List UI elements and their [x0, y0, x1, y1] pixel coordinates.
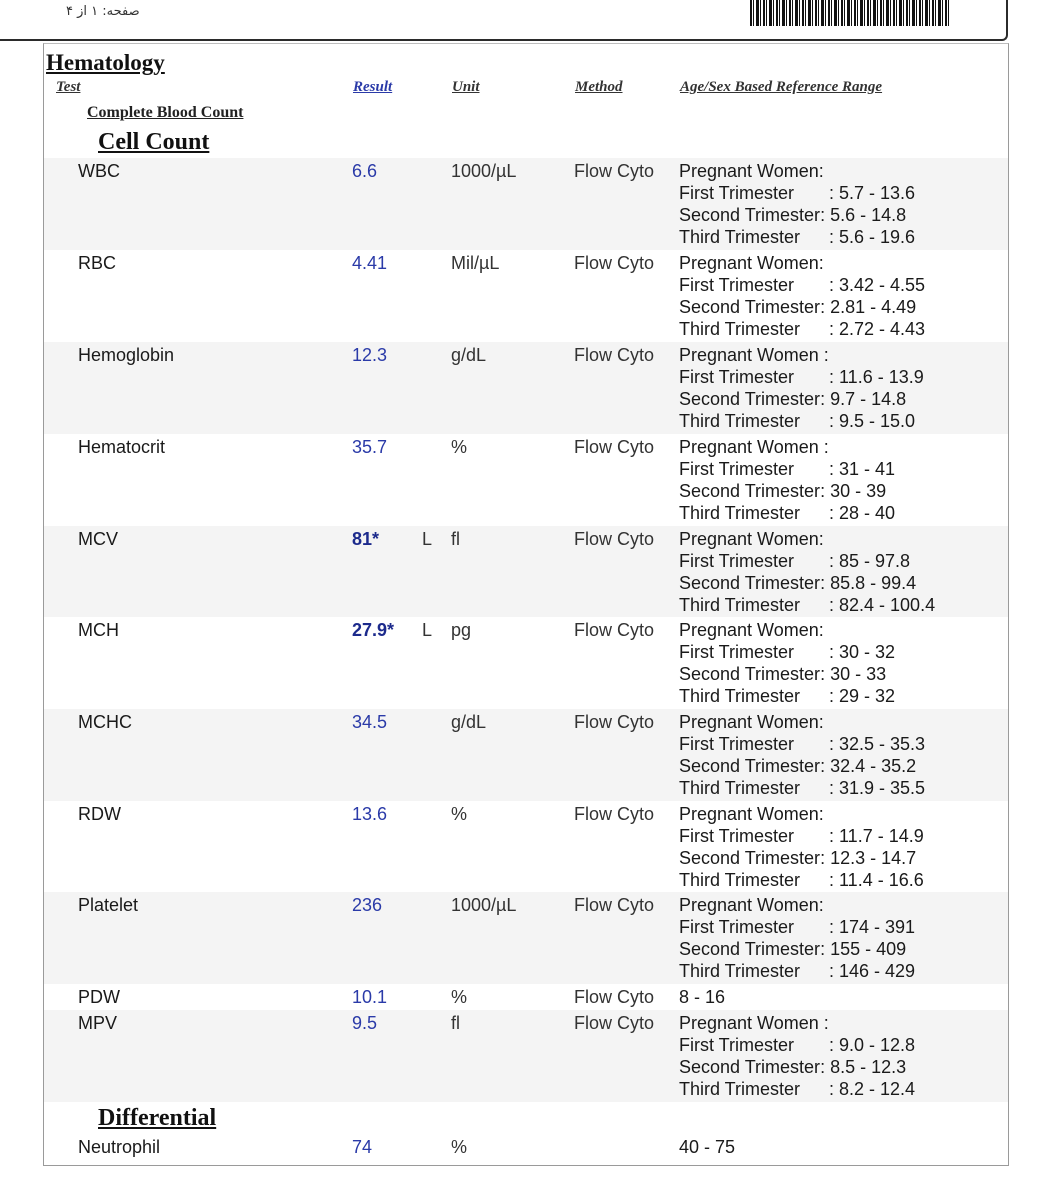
- result-unit: Mil/µL: [451, 253, 500, 273]
- table-row: [44, 801, 1008, 892]
- table-row: [44, 526, 1008, 617]
- test-name: Neutrophil: [78, 1137, 161, 1157]
- result-unit: 1000/µL: [451, 161, 517, 181]
- test-name: RDW: [78, 804, 121, 824]
- column-header-reference: Age/Sex Based Reference Range: [680, 79, 883, 95]
- reference-value: : 32.4 - 35.2: [820, 756, 917, 776]
- reference-value: : 2.81 - 4.49: [820, 297, 917, 317]
- reference-line: [679, 318, 925, 340]
- reference-line: [679, 550, 935, 572]
- reference-value: : 174 - 391: [829, 917, 916, 937]
- table-row: [44, 342, 1008, 434]
- reference-value: : 8.5 - 12.3: [820, 1057, 907, 1077]
- reference-trimester: First Trimester: [679, 275, 794, 295]
- reference-line: [679, 572, 935, 594]
- result-value: 9.5: [352, 1013, 378, 1033]
- test-method: Flow Cyto: [574, 345, 655, 365]
- result-value: 6.6: [352, 161, 378, 181]
- reference-value: : 31 - 41: [829, 459, 896, 479]
- reference-value: : 11.6 - 13.9: [829, 367, 924, 387]
- reference-range: [679, 619, 895, 707]
- reference-range: [679, 528, 935, 616]
- reference-line: [679, 388, 924, 410]
- reference-trimester: Third Trimester: [679, 503, 801, 523]
- reference-range: [679, 711, 925, 799]
- reference-range: [679, 252, 925, 340]
- result-value: 10.1: [352, 987, 388, 1007]
- reference-trimester: Second Trimester: [679, 573, 821, 593]
- reference-value: : 2.72 - 4.43: [829, 319, 926, 339]
- reference-line: [679, 1078, 915, 1100]
- reference-trimester: Third Trimester: [679, 319, 801, 339]
- reference-line: [679, 410, 924, 432]
- test-name: Hemoglobin: [78, 345, 175, 365]
- reference-value: : 29 - 32: [829, 686, 896, 706]
- reference-trimester: First Trimester: [679, 367, 794, 387]
- barcode: [750, 0, 950, 26]
- reference-value: : 9.7 - 14.8: [820, 389, 907, 409]
- reference-header: Pregnant Women :: [679, 437, 829, 457]
- test-name: MPV: [78, 1013, 118, 1033]
- reference-value: : 9.5 - 15.0: [829, 411, 916, 431]
- reference-header: Pregnant Women:: [679, 712, 824, 732]
- result-value: 4.41: [352, 253, 388, 273]
- column-header-unit: Unit: [452, 79, 480, 95]
- reference-value: : 11.4 - 16.6: [829, 870, 924, 890]
- reference-value: : 8.2 - 12.4: [829, 1079, 916, 1099]
- reference-value: : 32.5 - 35.3: [829, 734, 926, 754]
- result-value: 81*: [352, 529, 380, 549]
- result-unit: pg: [451, 620, 472, 640]
- column-header-result: Result: [353, 79, 393, 95]
- reference-line: [679, 916, 915, 938]
- reference-line: [679, 594, 935, 616]
- column-header-method: Method: [575, 79, 623, 95]
- page-label: صفحه: ۱ از ۴: [66, 4, 140, 19]
- reference-trimester: First Trimester: [679, 1035, 794, 1055]
- reference-value: : 30 - 39: [820, 481, 887, 501]
- test-name: WBC: [78, 161, 120, 181]
- reference-range: [679, 894, 915, 982]
- test-method: Flow Cyto: [574, 1013, 655, 1033]
- result-unit: %: [451, 1137, 468, 1157]
- reference-value: : 146 - 429: [829, 961, 916, 981]
- reference-trimester: Third Trimester: [679, 686, 801, 706]
- table-row: [44, 892, 1008, 984]
- reference-value: : 12.3 - 14.7: [820, 848, 917, 868]
- group-title-cell-count: Cell Count: [98, 129, 210, 155]
- reference-header: Pregnant Women:: [679, 529, 824, 549]
- test-name: MCV: [78, 529, 118, 549]
- reference-trimester: Second Trimester: [679, 1057, 821, 1077]
- test-method: Flow Cyto: [574, 895, 655, 915]
- result-unit: g/dL: [451, 712, 487, 732]
- reference-trimester: Third Trimester: [679, 411, 801, 431]
- reference-line: [679, 825, 924, 847]
- reference-value: : 9.0 - 12.8: [829, 1035, 916, 1055]
- reference-value: : 85 - 97.8: [829, 551, 911, 571]
- result-value: 236: [352, 895, 383, 915]
- reference-trimester: First Trimester: [679, 459, 794, 479]
- result-value: 12.3: [352, 345, 388, 365]
- table-row: [44, 158, 1008, 250]
- reference-line: [679, 960, 915, 982]
- reference-trimester: Third Trimester: [679, 961, 801, 981]
- reference-range: [679, 436, 895, 524]
- reference-line: [679, 938, 915, 960]
- reference-line: [679, 733, 925, 755]
- reference-line: [679, 1056, 915, 1078]
- reference-header: 40 - 75: [679, 1137, 736, 1157]
- reference-line: [679, 685, 895, 707]
- reference-trimester: Second Trimester: [679, 297, 821, 317]
- test-method: Flow Cyto: [574, 712, 655, 732]
- test-name: MCHC: [78, 712, 132, 732]
- section-title: Hematology: [46, 50, 165, 75]
- test-method: Flow Cyto: [574, 161, 655, 181]
- reference-trimester: Second Trimester: [679, 389, 821, 409]
- reference-line: [679, 182, 915, 204]
- reference-value: : 5.6 - 19.6: [829, 227, 916, 247]
- reference-line: [679, 204, 915, 226]
- table-row: [44, 434, 1008, 526]
- result-unit: 1000/µL: [451, 895, 517, 915]
- test-method: Flow Cyto: [574, 253, 655, 273]
- reference-trimester: First Trimester: [679, 826, 794, 846]
- test-name: PDW: [78, 987, 120, 1007]
- reference-line: [679, 641, 895, 663]
- reference-trimester: First Trimester: [679, 551, 794, 571]
- reference-value: : 3.42 - 4.55: [829, 275, 926, 295]
- reference-trimester: First Trimester: [679, 183, 794, 203]
- reference-line: [679, 226, 915, 248]
- test-method: Flow Cyto: [574, 804, 655, 824]
- result-flag: L: [422, 529, 433, 549]
- reference-trimester: Third Trimester: [679, 778, 801, 798]
- reference-trimester: First Trimester: [679, 917, 794, 937]
- result-value: 13.6: [352, 804, 388, 824]
- reference-trimester: First Trimester: [679, 734, 794, 754]
- reference-range: [679, 986, 725, 1008]
- reference-trimester: Second Trimester: [679, 205, 821, 225]
- reference-value: : 155 - 409: [820, 939, 907, 959]
- reference-line: [679, 847, 924, 869]
- reference-range: [679, 344, 924, 432]
- result-unit: %: [451, 987, 468, 1007]
- reference-line: [679, 663, 895, 685]
- reference-line: [679, 274, 925, 296]
- reference-header: 8 - 16: [679, 987, 726, 1007]
- reference-header: Pregnant Women :: [679, 345, 829, 365]
- table-row: [44, 1134, 1008, 1160]
- reference-header: Pregnant Women:: [679, 804, 824, 824]
- reference-header: Pregnant Women:: [679, 161, 824, 181]
- reference-line: [679, 480, 895, 502]
- reference-trimester: Second Trimester: [679, 664, 821, 684]
- reference-range: [679, 1136, 735, 1158]
- result-unit: %: [451, 437, 468, 457]
- reference-header: Pregnant Women :: [679, 1013, 829, 1033]
- reference-value: : 30 - 33: [820, 664, 887, 684]
- test-name: RBC: [78, 253, 117, 273]
- reference-header: Pregnant Women:: [679, 895, 824, 915]
- reference-trimester: Third Trimester: [679, 595, 801, 615]
- reference-trimester: Third Trimester: [679, 1079, 801, 1099]
- reference-range: [679, 1012, 915, 1100]
- test-name: MCH: [78, 620, 119, 640]
- group-title-differential: Differential: [98, 1105, 217, 1131]
- reference-value: : 85.8 - 99.4: [820, 573, 917, 593]
- result-value: 74: [352, 1137, 373, 1157]
- reference-trimester: Second Trimester: [679, 481, 821, 501]
- reference-line: [679, 296, 925, 318]
- result-unit: g/dL: [451, 345, 487, 365]
- reference-value: : 31.9 - 35.5: [829, 778, 926, 798]
- test-name: Platelet: [78, 895, 139, 915]
- table-row: [44, 617, 1008, 709]
- reference-range: [679, 160, 915, 248]
- reference-value: : 5.6 - 14.8: [820, 205, 907, 225]
- reference-header: Pregnant Women:: [679, 620, 824, 640]
- result-value: 35.7: [352, 437, 388, 457]
- result-unit: fl: [451, 529, 460, 549]
- reference-trimester: Third Trimester: [679, 227, 801, 247]
- reference-line: [679, 1034, 915, 1056]
- result-flag: L: [422, 620, 433, 640]
- reference-line: [679, 755, 925, 777]
- test-method: Flow Cyto: [574, 437, 655, 457]
- test-method: Flow Cyto: [574, 620, 655, 640]
- reference-line: [679, 502, 895, 524]
- result-value: 27.9*: [352, 620, 395, 640]
- table-row: [44, 1010, 1008, 1102]
- reference-trimester: Second Trimester: [679, 939, 821, 959]
- reference-line: [679, 366, 924, 388]
- reference-value: : 30 - 32: [829, 642, 896, 662]
- table-row: [44, 250, 1008, 342]
- reference-value: : 11.7 - 14.9: [829, 826, 924, 846]
- result-unit: %: [451, 804, 468, 824]
- reference-trimester: Second Trimester: [679, 756, 821, 776]
- reference-trimester: First Trimester: [679, 642, 794, 662]
- reference-trimester: Third Trimester: [679, 870, 801, 890]
- reference-header: Pregnant Women:: [679, 253, 824, 273]
- result-unit: fl: [451, 1013, 460, 1033]
- panel-title: Complete Blood Count: [87, 104, 244, 121]
- reference-value: : 5.7 - 13.6: [829, 183, 916, 203]
- reference-value: : 82.4 - 100.4: [829, 595, 936, 615]
- reference-line: [679, 869, 924, 891]
- result-value: 34.5: [352, 712, 388, 732]
- reference-trimester: Second Trimester: [679, 848, 821, 868]
- column-header-test: Test: [56, 79, 81, 95]
- test-method: Flow Cyto: [574, 987, 655, 1007]
- reference-line: [679, 458, 895, 480]
- test-method: Flow Cyto: [574, 529, 655, 549]
- reference-range: [679, 803, 924, 891]
- test-name: Hematocrit: [78, 437, 166, 457]
- reference-value: : 28 - 40: [829, 503, 896, 523]
- table-row: [44, 984, 1008, 1010]
- table-row: [44, 709, 1008, 801]
- reference-line: [679, 777, 925, 799]
